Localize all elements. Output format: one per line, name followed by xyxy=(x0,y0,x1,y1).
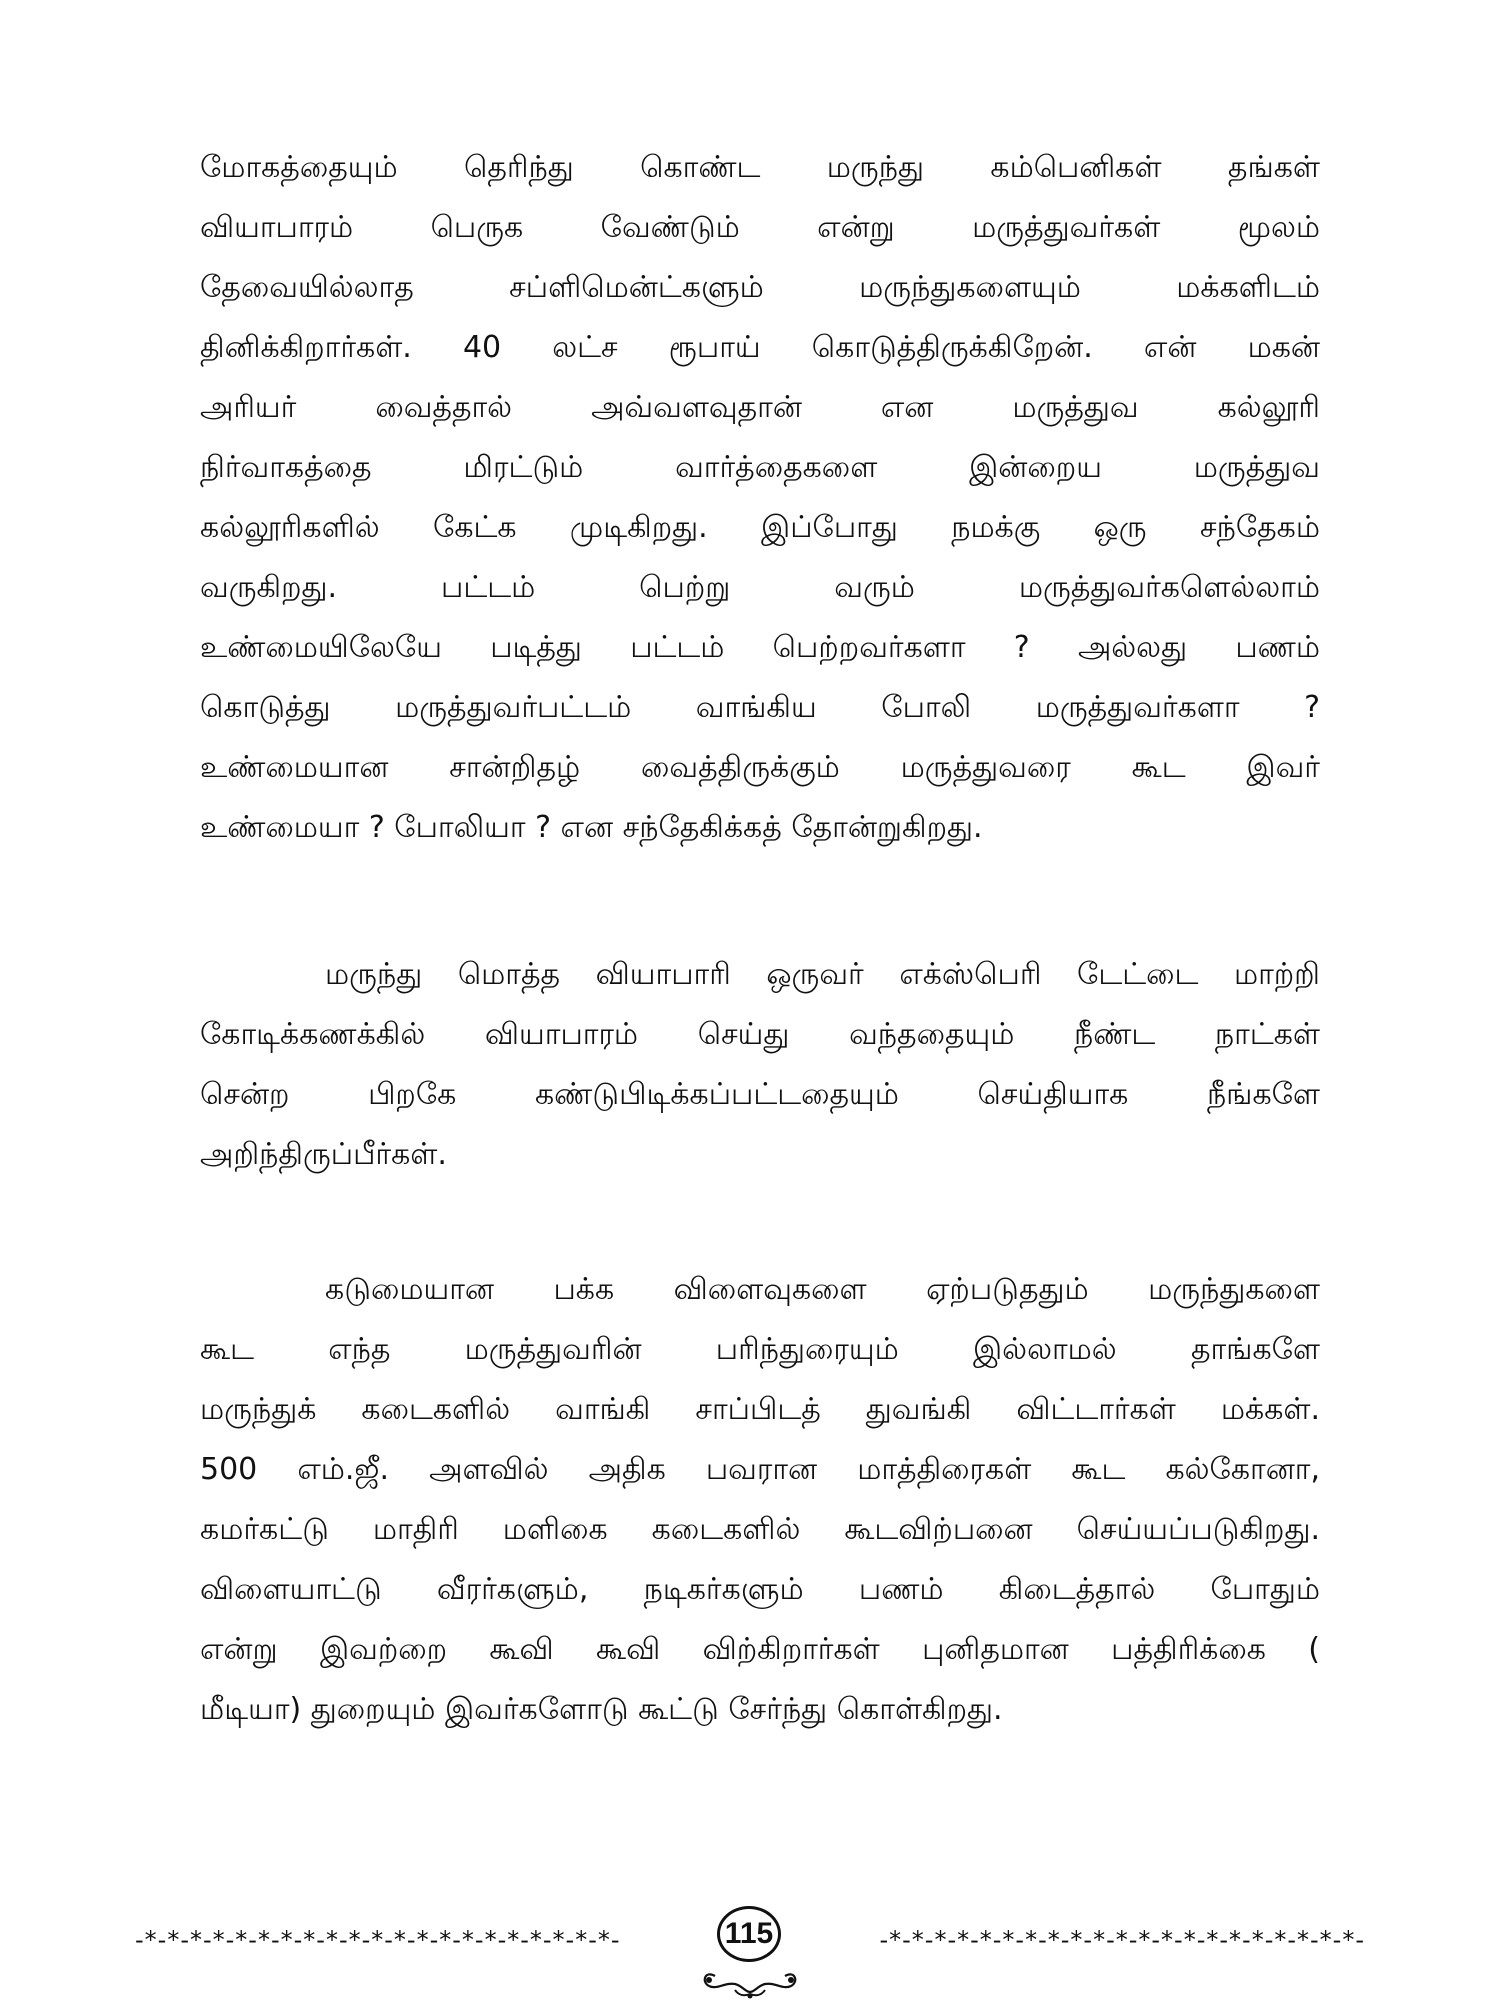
paragraph-line: சென்ற பிறகே கண்டுபிடிக்கப்பட்டதையும் செய்தியாக நீங்களே xyxy=(200,1077,1320,1112)
paragraph-line: கூட எந்த மருத்துவரின் பரிந்துரையும் இல்லாமல் தாங்களே xyxy=(200,1332,1320,1367)
paragraph-line: உண்மையிலேயே படித்து பட்டம் பெற்றவர்களா ? அல்லது பணம் xyxy=(200,630,1320,665)
paragraph-line: மோகத்தையும் தெரிந்து கொண்ட மருந்து கம்பெனிகள் தங்கள் xyxy=(200,150,1320,185)
paragraph-line: உண்மையா ? போலியா ? என சந்தேகிக்கத் தோன்றுகிறது. xyxy=(200,810,983,845)
paragraph-line: கடுமையான பக்க விளைவுகளை ஏற்படுததும் மருந்துகளை xyxy=(325,1272,1320,1307)
paragraph-line: கல்லூரிகளில் கேட்க முடிகிறது. இப்போது நமக்கு ஒரு சந்தேகம் xyxy=(200,510,1320,545)
paragraph-line: கோடிக்கணக்கில் வியாபாரம் செய்து வந்ததையும் நீண்ட நாட்கள் xyxy=(200,1017,1320,1052)
paragraph-line: வியாபாரம் பெருக வேண்டும் என்று மருத்துவர்கள் மூலம் xyxy=(200,210,1320,245)
paragraph-line: விளையாட்டு வீரர்களும், நடிகர்களும் பணம் கிடைத்தால் போதும் xyxy=(200,1572,1320,1607)
paragraph-line: மருந்து மொத்த வியாபாரி ஒருவர் எக்ஸ்பெரி டேட்டை மாற்றி xyxy=(325,957,1320,992)
page-number-emblem xyxy=(695,1900,805,2000)
paragraph-2 xyxy=(200,945,1320,1185)
page-number: 115 xyxy=(724,1917,774,1950)
paragraph-line: தேவையில்லாத சப்ளிமென்ட்களும் மருந்துகளையும் மக்களிடம் xyxy=(200,270,1320,305)
paragraph-line: அறிந்திருப்பீர்கள். xyxy=(200,1137,447,1172)
footer-border-left: -*-*-*-*-*-*-*-*-*-*-*-*-*-*-*-*-*-*-*-*-*- xyxy=(135,1926,621,1954)
paragraph-line: நிர்வாகத்தை மிரட்டும் வார்த்தைகளை இன்றைய மருத்துவ xyxy=(200,450,1320,485)
paragraph-line: கொடுத்து மருத்துவர்பட்டம் வாங்கிய போலி மருத்துவர்களா ? xyxy=(200,690,1320,725)
paragraph-line: மருந்துக் கடைகளில் வாங்கி சாப்பிடத் துவங்கி விட்டார்கள் மக்கள். xyxy=(200,1392,1320,1427)
scroll-ornament-icon xyxy=(695,1960,805,2000)
footer-border-right: -*-*-*-*-*-*-*-*-*-*-*-*-*-*-*-*-*-*-*-*-*- xyxy=(879,1926,1365,1954)
paragraph-line: 500 எம்.ஜீ. அளவில் அதிக பவரான மாத்திரைகள் கூட கல்கோனா, xyxy=(200,1452,1320,1487)
paragraph-3 xyxy=(200,1260,1320,1740)
paragraph-line: கமர்கட்டு மாதிரி மளிகை கடைகளில் கூடவிற்பனை செய்யப்படுகிறது. xyxy=(200,1512,1320,1547)
paragraph-line: தினிக்கிறார்கள். 40 லட்ச ரூபாய் கொடுத்திருக்கிறேன். என் மகன் xyxy=(200,330,1320,365)
paragraph-line: அரியர் வைத்தால் அவ்வளவுதான் என மருத்துவ கல்லூரி xyxy=(200,390,1320,425)
paragraph-line: மீடியா) துறையும் இவர்களோடு கூட்டு சேர்ந்து கொள்கிறது. xyxy=(200,1692,1003,1727)
paragraph-line: என்று இவற்றை கூவி கூவி விற்கிறார்கள் புனிதமான பத்திரிக்கை ( xyxy=(200,1632,1320,1667)
paragraph-line: வருகிறது. பட்டம் பெற்று வரும் மருத்துவர்களெல்லாம் xyxy=(200,570,1320,605)
paragraph-1 xyxy=(200,138,1320,858)
page-footer xyxy=(0,1900,1500,2000)
paragraph-line: உண்மையான சான்றிதழ் வைத்திருக்கும் மருத்துவரை கூட இவர் xyxy=(200,750,1320,785)
